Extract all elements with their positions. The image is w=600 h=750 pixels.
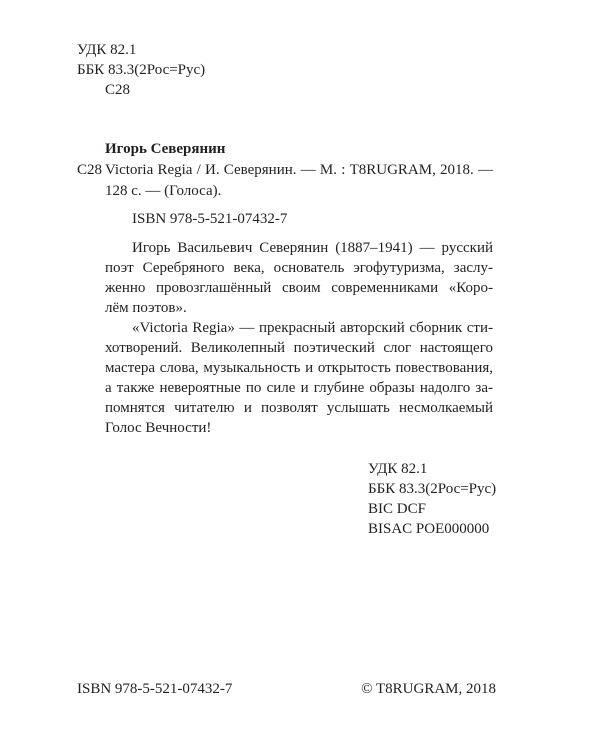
annotation-line: лём поэтов».	[105, 300, 187, 316]
udk-code: УДК 82.1	[77, 42, 137, 58]
author-heading: Игорь Северянин	[105, 141, 226, 157]
bib-line-1: Victoria Regia / И. Северянин. — М. : T8RUGRAM, 2018. —	[105, 162, 493, 178]
udk-code: УДК 82.1	[368, 461, 428, 477]
bib-mark: С28	[77, 162, 103, 178]
bic-code: BIC DCF	[368, 501, 426, 517]
annotation-line: «Victoria Regia» — прекрасный авторский сборник сти-	[132, 320, 493, 336]
annotation-line: а также невероятные по силе и глубине образы надолго за-	[105, 380, 493, 396]
isbn-inline: ISBN 978-5-521-07432-7	[132, 211, 288, 227]
annotation-line: Голос Вечности!	[105, 420, 212, 436]
footer-isbn: ISBN 978-5-521-07432-7	[77, 681, 233, 697]
annotation-line: помнятся читателю и позволят услышать несмолкаемый	[105, 400, 493, 416]
bbk-code: ББК 83.3(2Рос=Рус)	[368, 481, 497, 497]
annotation-line: Игорь Васильевич Северянин (1887–1941) — русский	[132, 240, 493, 256]
annotation-line: мастера слова, музыкальность и открытость повествования,	[105, 360, 493, 376]
footer-copyright: © T8RUGRAM, 2018	[361, 681, 496, 697]
author-mark: С28	[105, 82, 131, 98]
annotation-line: хотворений. Великолепный поэтический слог настоящего	[105, 340, 493, 356]
bbk-code: ББК 83.3(2Рос=Рус)	[77, 62, 206, 78]
bisac-code: BISAC POE000000	[368, 521, 490, 537]
annotation-line: поэт Серебряного века, основатель эгофутуризма, заслу-	[105, 260, 493, 276]
bib-line-2: 128 с. — (Голоса).	[105, 183, 222, 199]
annotation-line: женно провозглашённый своим современниками «Коро-	[105, 280, 493, 296]
